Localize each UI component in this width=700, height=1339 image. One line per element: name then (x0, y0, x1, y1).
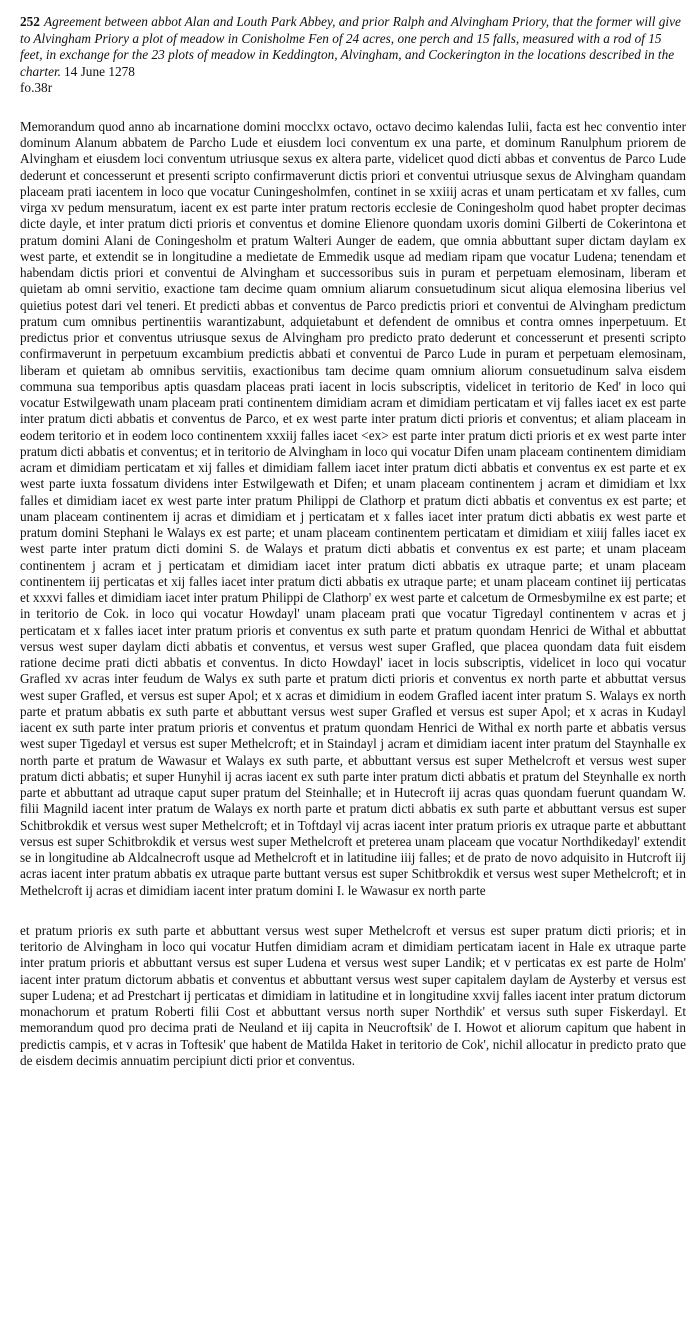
entry-number: 252 (20, 14, 40, 29)
folio-reference: fo.38r (20, 80, 53, 96)
entry-heading (20, 14, 686, 80)
entry-title: Agreement between abbot Alan and Louth Park Abbey, and prior Ralph and Alvingham Priory, that the former will give to Alvingham Priory a plot of meadow in Conisholme Fen of 24 acres, one perch and 15 falls, measured with a rod of 15 feet, in exchange for the 23 plots of meadow in Keddington, Alvingham, and Cockerington in the locations described in the charter. (20, 14, 681, 79)
charter-text-paragraph-1: Memorandum quod anno ab incarnatione domini mocclxx octavo, octavo decimo kalendas Iulii, facta est hec conventio inter dominum Alanum abbatem de Parcho Lude et eiusdem loci conventum ex una parte, et dominum Ranulphum priorem de Alvingham et eiusdem loci conventum utriusque sexus ex altera parte, videlicet quod dicti abbas et conventus de Parco Lude dederunt et concesserunt et presenti scripto confirmaverunt dictis priori et conventui utriusque sexus de Alvingham quandam placeam prati iacentem in loco que vocatur Cuningesholmfen, continet in se xxiiij acras et unam perticatam et xv falles, cum virga xv pedum mensuratum, iacent ex est parte inter pratum rectoris ecclesie de Coningesholm quod habet propter decimas dicte dayle, et inter pratum dicti prioris et conventus et domine Elienore quondam uxoris domini Gilberti de Cokerintona et pratum domini Alani de Coningesholm et pratum Walteri Aunger de eadem, que omnia abbuttant super dictam daylam ex west parte, et extendit se in longitudine a medietate de Emmedik usque ad mediam ripam que vocatur Ludena; tenendam et habendam dictis priori et conventui de Alvingham et successoribus suis in puram et perpetuam elemosinam, liberam et quietam ab omni servitio, exactione tam decime quam omnium aliarum consuetudinum sicut aliqua elemosina liberius vel quietius potest dari vel teneri. Et predicti abbas et conventus de Parco predictis priori et conventui de Alvingham predictum pratum cum omnibus pertinentiis warantizabunt, adquietabunt et defendent de omnibus et contra omnes inperpetuum. Et predictus prior et conventus utriusque sexus de Alvingham pro predicto prato dederunt et concesserunt et presenti scripto confirmaverunt in perpetuum excambium predictis abbati et conventui de Parco Lude in puram et perpetuam elemosinam, liberam et quietam ab omnibus servitiis, exactionibus tam decime quam omnium aliorum consuetudinum salva eisdem communa sua temporibus aptis quasdam placeas prati iacent in locis subscriptis, videlicet in teritorio de Ked' in loco qui vocatur Estwilgewath unam placeam prati continentem dimidiam acram et dimidiam perticatam et vij falles iacet ex est parte inter pratum dicti abbatis et conventus de Parco, et ex west parte inter pratum dicti prioris et conventus; et aliam placeam in eodem teritorio et in eodem loco continentem xxxiij falles iacet <ex> est parte inter pratum dicti prioris et ex west parte inter pratum dicti abbatis et conventus; et in teritorio de Alvingham in loco qui vocatur Difen unam placeam continentem dimidiam acram et dimidiam perticatam et xij falles et dimidiam fallem iacet inter pratum dicti abbatis et conventus ex est parte et ex west parte iuxta fossatum dividens inter Estwilgewath et Difen; et unam placeam continentem j acram et dimidiam et lxx falles et dimidiam iacet ex west parte inter pratum Philippi de Clathorp et pratum dicti abbatis et conventus ex est parte; et unam placeam continentem ij acras et dimidiam et j perticatam et x falles iacet inter pratum dicti abbatis ex west parte et pratum domini Stephani le Walays ex est parte; et unam placeam continentem perticatam et dimidiam et xiiij falles iacet ex west parte inter pratum dicti domini S. de Walays et pratum dicti abbatis et conventus ex est parte; et unam placeam continentem j acram et j perticatam et dimidiam iacet inter pratum dicti abbatis ex utraque parte; et unam placeam continentem iij perticatas et xij falles iacet inter pratum dicti abbatis ex utraque parte; et unam placeam continet iij perticatas et xxxvi falles et dimidiam iacet inter pratum Philippi de Clathorp' ex west parte et calcetum de Ormesbymilne ex est parte; et in teritorio de Cok. in loco qui vocatur Howdayl' unam placeam prati que vocatur Tigredayl continentem v acras et j perticatam et x falles iacet inter pratum prioris et conventus ex suth parte et pratum quondam Henrici de Withal et abbuttat versus west super daylam dicti abbatis et conventus, et versus west super Grafled, que placea quondam data fuit eisdem ratione decime prati dicti abbatis et conventus. In dicto Howdayl' iacet in locis subscriptis, videlicet in loco qui vocatur Grafled xv acras inter feudum de Walys ex suth parte et pratum dicti prioris et conventus ex north parte et abbuttat versus west super Grafled, et versus est super Apol; et x acras et dimidium in eodem Grafled iacent inter pratum S. Walays ex north parte et pratum abbatis ex suth parte et abbuttant versus west super Grafled et versus est super Apol; et x acras in Kudayl iacent ex suth parte inter pratum prioris et conventus et pratum quondam Henrici de Withal ex north parte et abbatis versus west super Tigedayl et versus est super Methelcroft; et in Staindayl j acram et dimidiam iacent inter pratum del Staynhalle ex north parte et pratum de Wawasur et Walays ex suth parte, et abbuttant versus est super Methelcroft et versus west super pratum dicti abbatis; et super Hunyhil ij acras iacent ex suth parte inter pratum dicti abbatis et pratum del Steynhalle ex north parte et abbuttant ad utraque caput super pratum del Steinhalle; et in Hutecroft iij acras quas quondam fuerunt quandam W. filii Magnild iacent inter pratum de Walays ex north parte et pratum dicti abbatis ex suth parte et abbuttant versus est super Schitbrokdik et versus west super Methelcroft; et in Toftdayl vij acras iacent inter pratum prioris ex utraque parte et abbuttant versus est super Schitbrokdik et versus west super Methelcroft et preterea unam placeam que vocatur Northdikedayl' extendit se in longitudine ab Aldcalnecroft usque ad Methelcroft et in latitudine iiij falles; et de prato de novo adquisito in Hutcroft iij acras iacent inter pratum abbatis ex utraque parte buttant versus est super Schitbrokdik et versus west super Methelcroft; et in Methelcroft ij acras et dimidiam iacent inter pratum domini I. le Wawasur ex north parte (20, 118, 686, 898)
entry-date: 14 June 1278 (64, 63, 135, 79)
charter-text-paragraph-2: et pratum prioris ex suth parte et abbuttant versus west super Methelcroft et versus est super pratum dicti prioris; et in teritorio de Alvingham in loco qui vocatur Hutfen dimidiam acram et dimidiam perticatam iacent in Hale ex utraque parte inter pratum prioris et abbuttant versus est super Ludena et versus west super Landik; et v perticatas ex est parte de Holm' iacent inter pratum dictorum abbatis et conventus et abbuttant versus west super capitalem daylam de Aysterby et versus est super Ludena; et ad Prestchart ij perticatas et dimidiam in latitudine et in longitudine xxvij falles iacent inter pratum dictorum monachorum et pratum Roberti filii Cost et abbuttant versus north super Northdik' et versus suth super Fiskerdayl. Et memorandum quod pro decima prati de Neuland et iij capita in Neucroftsik' de I. Howot et aliorum capitum que habent in predictis campis, et v acras in Toftesik' que habent de Matilda Haket in teritorio de Cok', nichil allocatur in predicto prato que de eisdem decimis annuatim percipiunt dicti prior et conventus. (20, 922, 686, 1068)
